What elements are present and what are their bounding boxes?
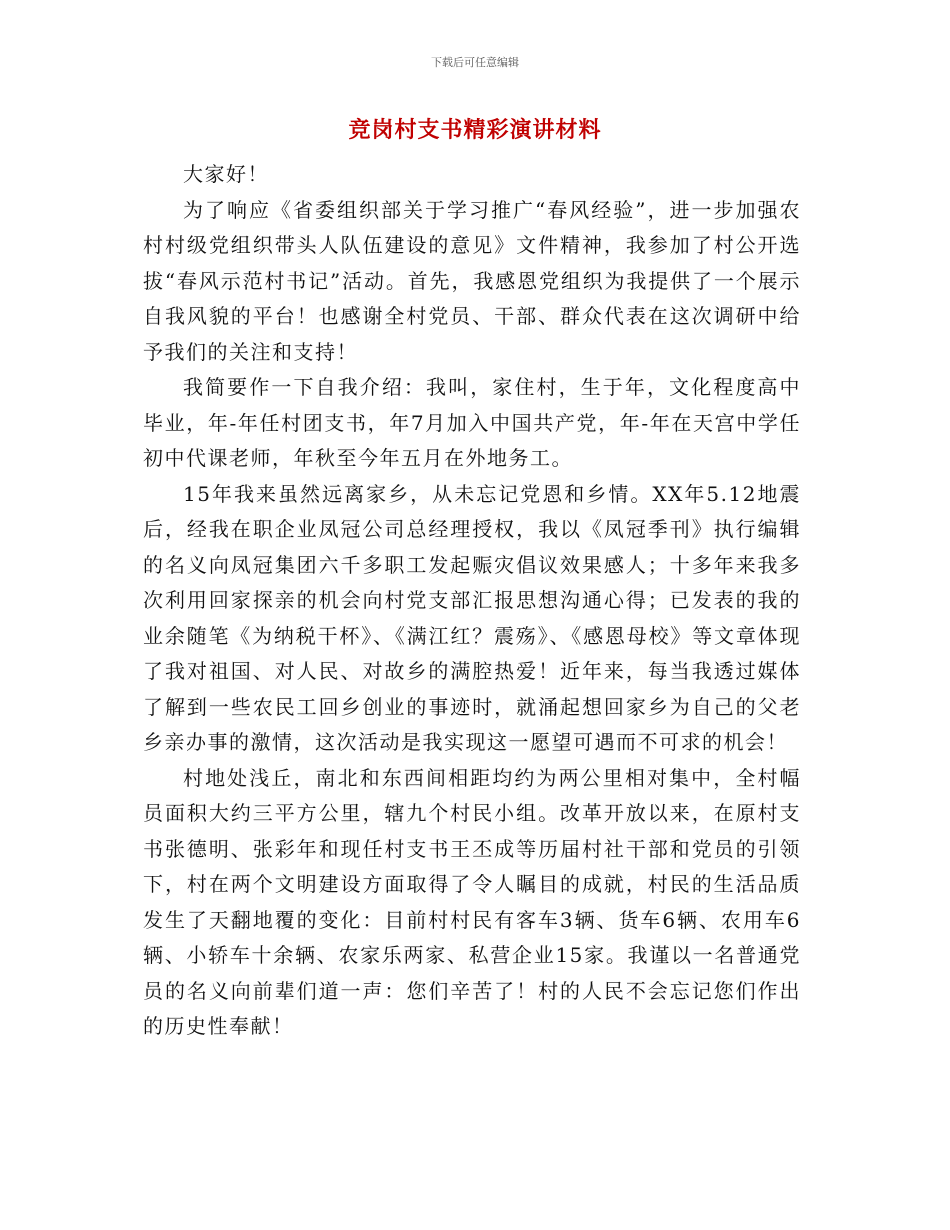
greeting-paragraph: 大家好！ bbox=[183, 162, 269, 186]
header-note: 下载后可任意编辑 bbox=[431, 56, 519, 69]
body-paragraph: 我简要作一下自我介绍：我叫，家住村，生于年，文化程度高中毕业，年-年任村团支书，年7月加入中国共产党，年-年在天宫中学任初中代课老师，年秋至今年五月在外地务工。 bbox=[143, 375, 801, 470]
page-title: 竞岗村支书精彩演讲材料 bbox=[348, 118, 602, 143]
document-body bbox=[143, 157, 801, 1045]
body-paragraph: 15年我来虽然远离家乡，从未忘记党恩和乡情。XX年5.12地震后，经我在职企业凤冠公司总经理授权，我以《凤冠季刊》执行编辑的名义向凤冠集团六千多职工发起赈灾倡议效果感人；十多年来我多次利用回家探亲的机会向村党支部汇报思想沟通心得；已发表的我的业余随笔《为纳税干杯》、《满江红？震殇》、《感恩母校》等文章体现了我对祖国、对人民、对故乡的满腔热爱！近年来，每当我透过媒体了解到一些农民工回乡创业的事迹时，就涌起想回家乡为自己的父老乡亲办事的激情，这次活动是我实现这一愿望可遇而不可求的机会！ bbox=[143, 481, 801, 754]
body-paragraph: 为了响应《省委组织部关于学习推广“春风经验”，进一步加强农村村级党组织带头人队伍建设的意见》文件精神，我参加了村公开选拔“春风示范村书记”活动。首先，我感恩党组织为我提供了一个展示自我风貌的平台！也感谢全村党员、干部、群众代表在这次调研中给予我们的关注和支持！ bbox=[143, 197, 801, 364]
body-paragraph: 村地处浅丘，南北和东西间相距均约为两公里相对集中，全村幅员面积大约三平方公里，辖九个村民小组。改革开放以来，在原村支书张德明、张彩年和现任村支书王丕成等历届村社干部和党员的引领下，村在两个文明建设方面取得了令人瞩目的成就，村民的生活品质发生了天翻地覆的变化：目前村村民有客车3辆、货车6辆、农用车6辆、小轿车十余辆、农家乐两家、私营企业15家。我谨以一名普通党员的名义向前辈们道一声：您们辛苦了！村的人民不会忘记您们作出的历史性奉献！ bbox=[143, 765, 801, 1038]
